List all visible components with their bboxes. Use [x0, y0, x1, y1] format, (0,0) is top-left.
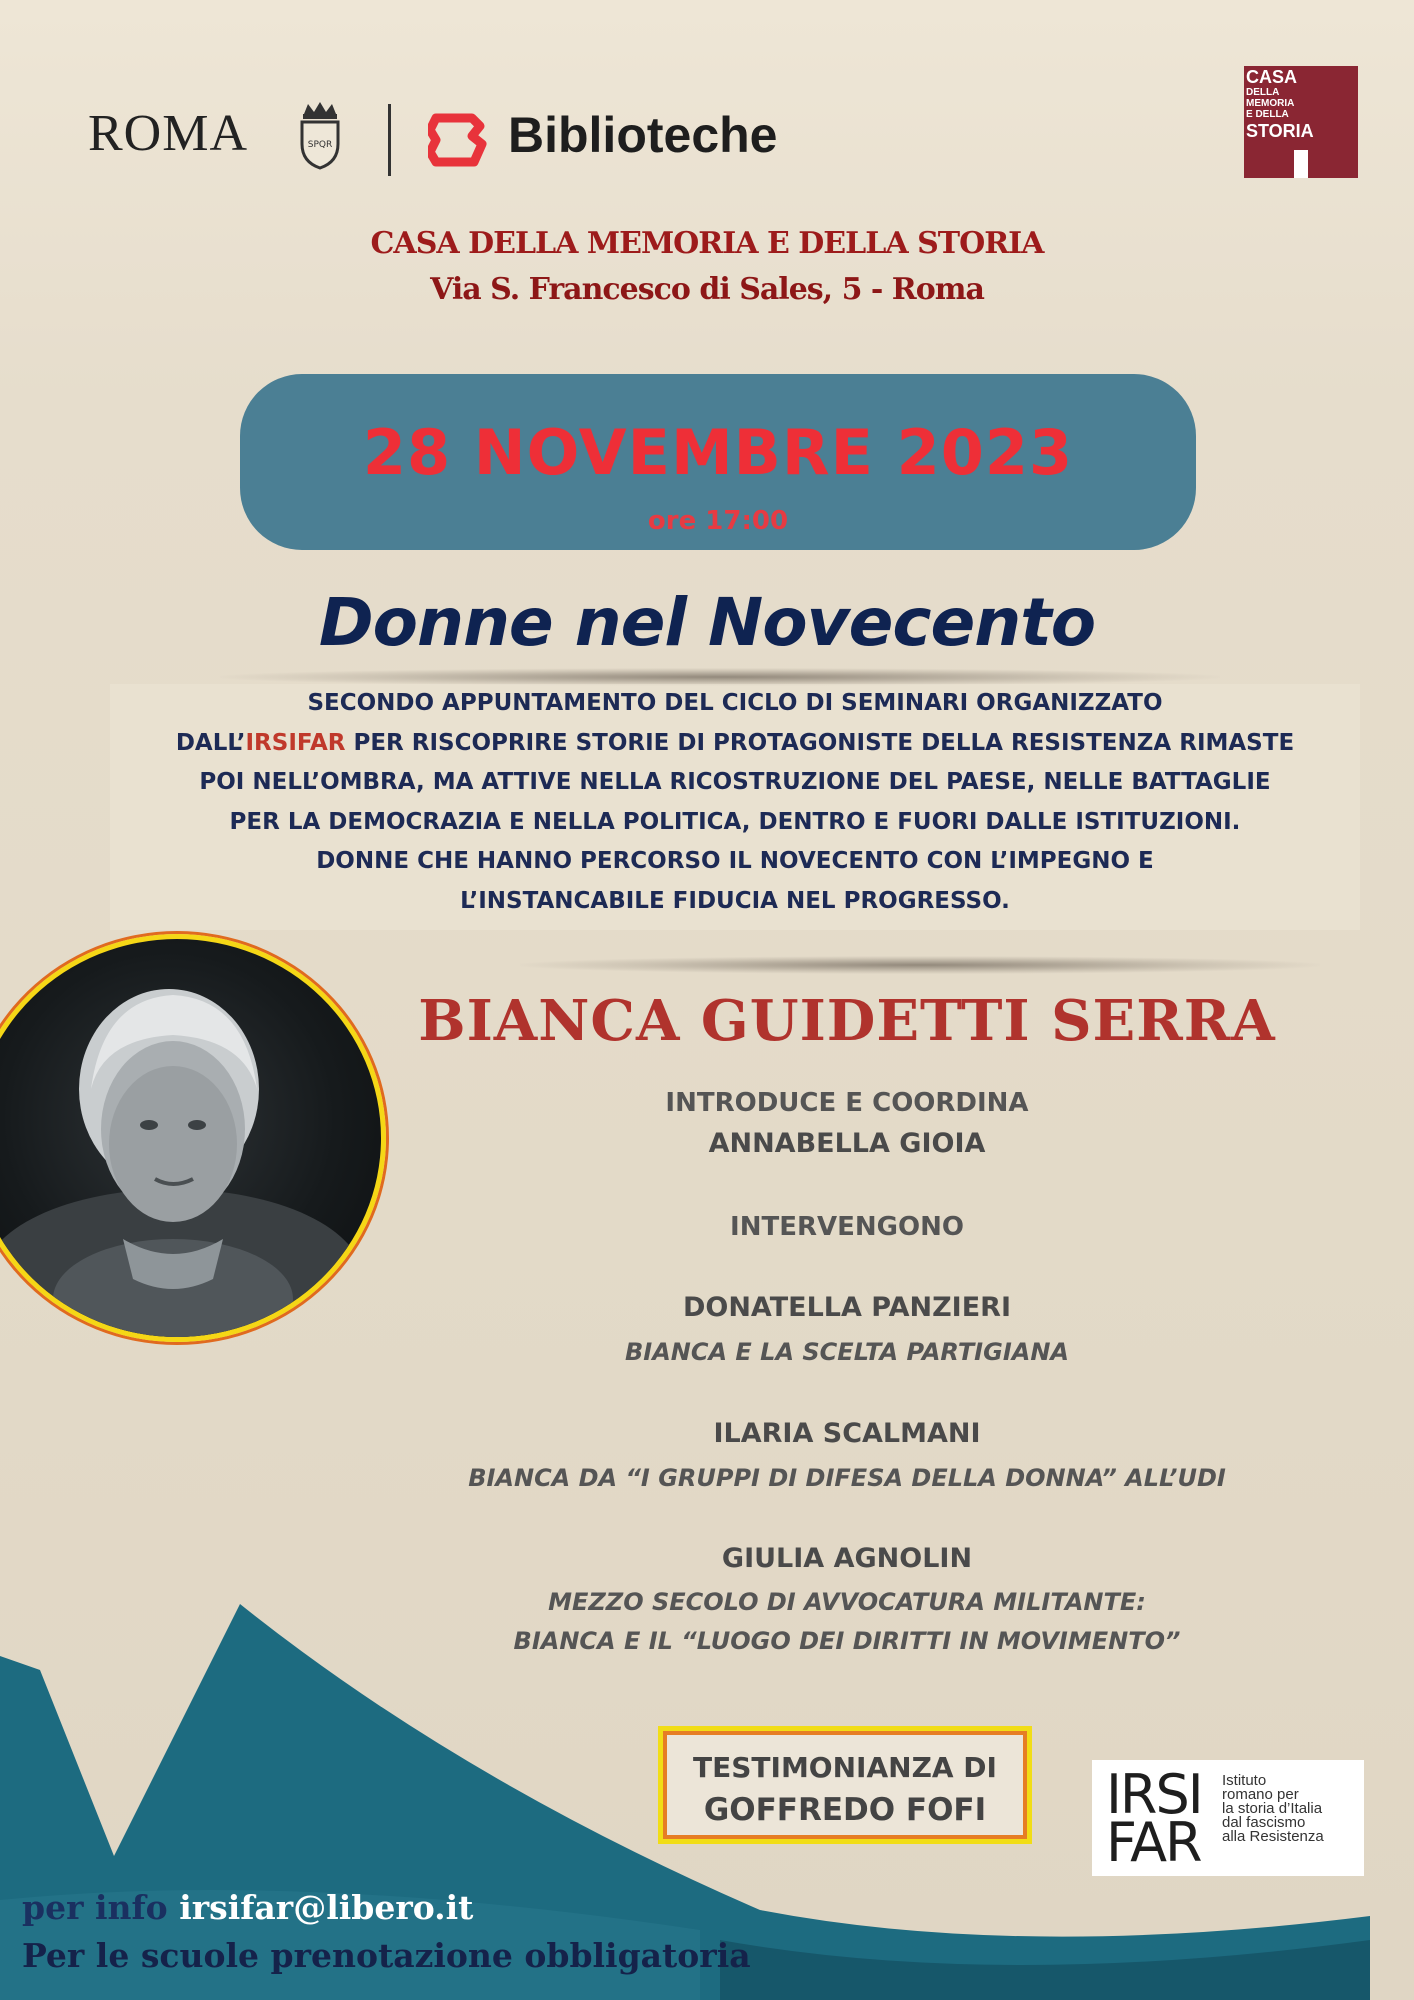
description-line: PER LA DEMOCRAZIA E NELLA POLITICA, DENTRO E FUORI DALLE ISTITUZIONI.	[229, 808, 1241, 835]
irsifar-desc-line: Istituto	[1222, 1772, 1267, 1789]
spqr-label: SPQR	[307, 140, 333, 150]
casa-memoria-logo	[1244, 66, 1358, 178]
casa-logo-line: CASA	[1246, 67, 1298, 87]
irsifar-logo	[1092, 1760, 1364, 1876]
description-line: DONNE CHE HANNO PERCORSO IL NOVECENTO CON L’IMPEGNO E	[316, 848, 1154, 874]
speakers-label: INTERVENGONO	[730, 1212, 964, 1242]
irsifar-desc-line: romano per	[1222, 1786, 1299, 1803]
description-text: PER RISCOPRIRE STORIE DI PROTAGONISTE DELLA RESISTENZA RIMASTE	[345, 729, 1295, 756]
header-divider	[388, 104, 391, 176]
event-time: ore 17:00	[647, 506, 789, 536]
intro-label: INTRODUCE E COORDINA	[665, 1088, 1029, 1118]
irsifar-description	[1222, 1774, 1362, 1844]
biblioteche-logo-text: Biblioteche	[508, 107, 778, 163]
irsifar-mark: IRSI	[1106, 1763, 1202, 1826]
description-line: L’INSTANCABILE FIDUCIA NEL PROGRESSO.	[460, 887, 1010, 914]
casa-logo-line: MEMORIA	[1246, 98, 1295, 109]
honoree-shadow-divider	[520, 956, 1320, 974]
cycle-title: Donne nel Novecento	[318, 584, 1096, 661]
date-banner	[240, 374, 1196, 550]
speaker-talk: BIANCA E LA SCELTA PARTIGIANA	[625, 1338, 1069, 1366]
irsifar-mark: FAR	[1106, 1811, 1201, 1874]
irsifar-highlight: IRSIFAR	[245, 729, 346, 756]
roma-crest-icon	[294, 100, 346, 170]
description-line	[110, 724, 1360, 764]
contact-email-link[interactable]: irsifar@libero.it	[179, 1888, 474, 1927]
description-text: DALL’	[175, 729, 246, 756]
biblioteche-logo-icon	[428, 112, 492, 170]
testimony-box	[658, 1726, 1032, 1844]
irsifar-desc-line: dal fascismo	[1222, 1814, 1306, 1831]
speaker-talk: MEZZO SECOLO DI AVVOCATURA MILITANTE:	[548, 1588, 1146, 1616]
honoree-portrait	[0, 934, 386, 1342]
irsifar-desc-line: alla Resistenza	[1222, 1828, 1324, 1845]
venue-name: CASA DELLA MEMORIA E DELLA STORIA	[370, 226, 1044, 261]
description-line: POI NELL’OMBRA, MA ATTIVE NELLA RICOSTRUZIONE DEL PAESE, NELLE BATTAGLIE	[199, 769, 1271, 795]
description-line: SECONDO APPUNTAMENTO DEL CICLO DI SEMINARI ORGANIZZATO	[307, 690, 1163, 716]
testimony-name: GOFFREDO FOFI	[703, 1792, 987, 1828]
speaker-talk: BIANCA DA “I GRUPPI DI DIFESA DELLA DONNA” ALL’UDI	[468, 1464, 1226, 1492]
speaker-talk: BIANCA E IL “LUOGO DEI DIRITTI IN MOVIMENTO”	[513, 1627, 1181, 1655]
speaker-name: GIULIA AGNOLIN	[721, 1543, 973, 1574]
info-label: per info	[22, 1888, 168, 1927]
description	[110, 684, 1360, 921]
intro-name: ANNABELLA GIOIA	[708, 1128, 986, 1159]
casa-door-shape	[1294, 150, 1308, 178]
venue-address: Via S. Francesco di Sales, 5 - Roma	[430, 272, 984, 307]
speaker-name: ILARIA SCALMANI	[713, 1418, 981, 1449]
description-panel	[110, 684, 1360, 930]
casa-logo-line: STORIA	[1246, 121, 1314, 141]
honoree-name: BIANCA GUIDETTI SERRA	[418, 988, 1276, 1054]
schools-booking-note: Per le scuole prenotazione obbligatoria	[22, 1936, 751, 1975]
casa-logo-line: DELLA	[1246, 87, 1280, 98]
testimony-label: TESTIMONIANZA DI	[693, 1751, 997, 1784]
speaker-name: DONATELLA PANZIERI	[682, 1292, 1012, 1323]
irsifar-desc-line: la storia d’Italia	[1222, 1800, 1323, 1817]
event-date: 28 NOVEMBRE 2023	[362, 416, 1074, 489]
casa-logo-line: E DELLA	[1246, 109, 1289, 120]
roma-logo-text: ROMA	[88, 105, 249, 162]
info-line	[22, 1888, 473, 1927]
